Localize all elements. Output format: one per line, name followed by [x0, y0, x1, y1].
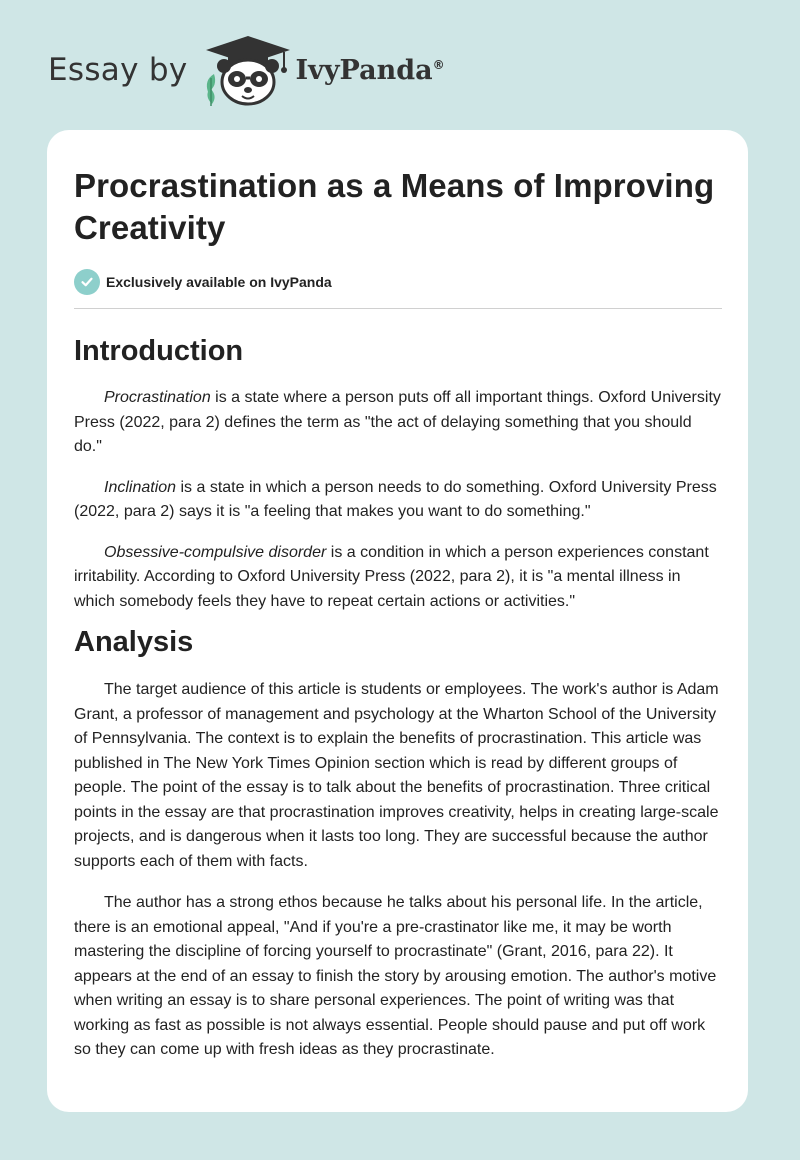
- essay-title: Procrastination as a Means of Improving Creativity: [74, 167, 715, 246]
- section-heading-introduction: Introduction: [74, 335, 244, 367]
- essay-card: [47, 130, 748, 1112]
- section-heading-analysis: Analysis: [74, 626, 194, 658]
- exclusive-label: Exclusively available on IvyPanda: [106, 274, 332, 290]
- paragraph: The target audience of this article is students or employees. The work's author is Adam Grant, a professor of management and psychology at the Wharton School of the University of Pennsylvania. The context is to explain the benefits of procrastination. This article was published in The New York Times Opinion section which is read by different groups of people. The point of the essay is to talk about the benefits of procrastination. Three critical points in the essay are that procrastination improves creativity, helps in creating large-scale projects, and is dangerous when it lasts too long. They are successful because the author supports each of them with facts.: [74, 681, 719, 870]
- paragraph: The author has a strong ethos because he talks about his personal life. In the article, there is an emotional appeal, "And if you're a pre-crastinator like me, it may be worth mastering the discipline of forcing yourself to procrastinate" (Grant, 2016, para 22). It appears at the end of an essay to finish the story by arousing emotion. The author's motive when writing an essay is to share personal experiences. The point of writing was that working as fast as possible is not always essential. People should pause and put off work so they can come up with fresh ideas as they procrastinate.: [74, 894, 717, 1058]
- term: Obsessive-compulsive disorder: [104, 543, 327, 561]
- panda-graduate-icon: [202, 30, 294, 110]
- paragraph: Inclination is a state in which a person needs to do something. Oxford University Press (2022, para 2) says it is "a feeling that makes you want to do something.": [74, 478, 717, 520]
- divider: [74, 308, 722, 309]
- paragraph: Procrastination is a state where a person puts off all important things. Oxford University Press (2022, para 2) defines the term as "the act of delaying something that you should do.": [74, 389, 721, 455]
- paragraph: Obsessive-compulsive disorder is a condition in which a person experiences constant irritability. According to Oxford University Press (2022, para 2), it is "a mental illness in which somebody feels they have to repeat certain actions or activities.": [74, 543, 709, 610]
- term: Procrastination: [104, 389, 211, 406]
- brand-header: [48, 30, 445, 110]
- brand-name: IvyPanda®: [295, 54, 445, 86]
- check-circle-icon: [74, 269, 100, 295]
- term: Inclination: [104, 478, 177, 496]
- exclusive-badge: [74, 268, 722, 296]
- brand-prefix: Essay by: [48, 52, 188, 88]
